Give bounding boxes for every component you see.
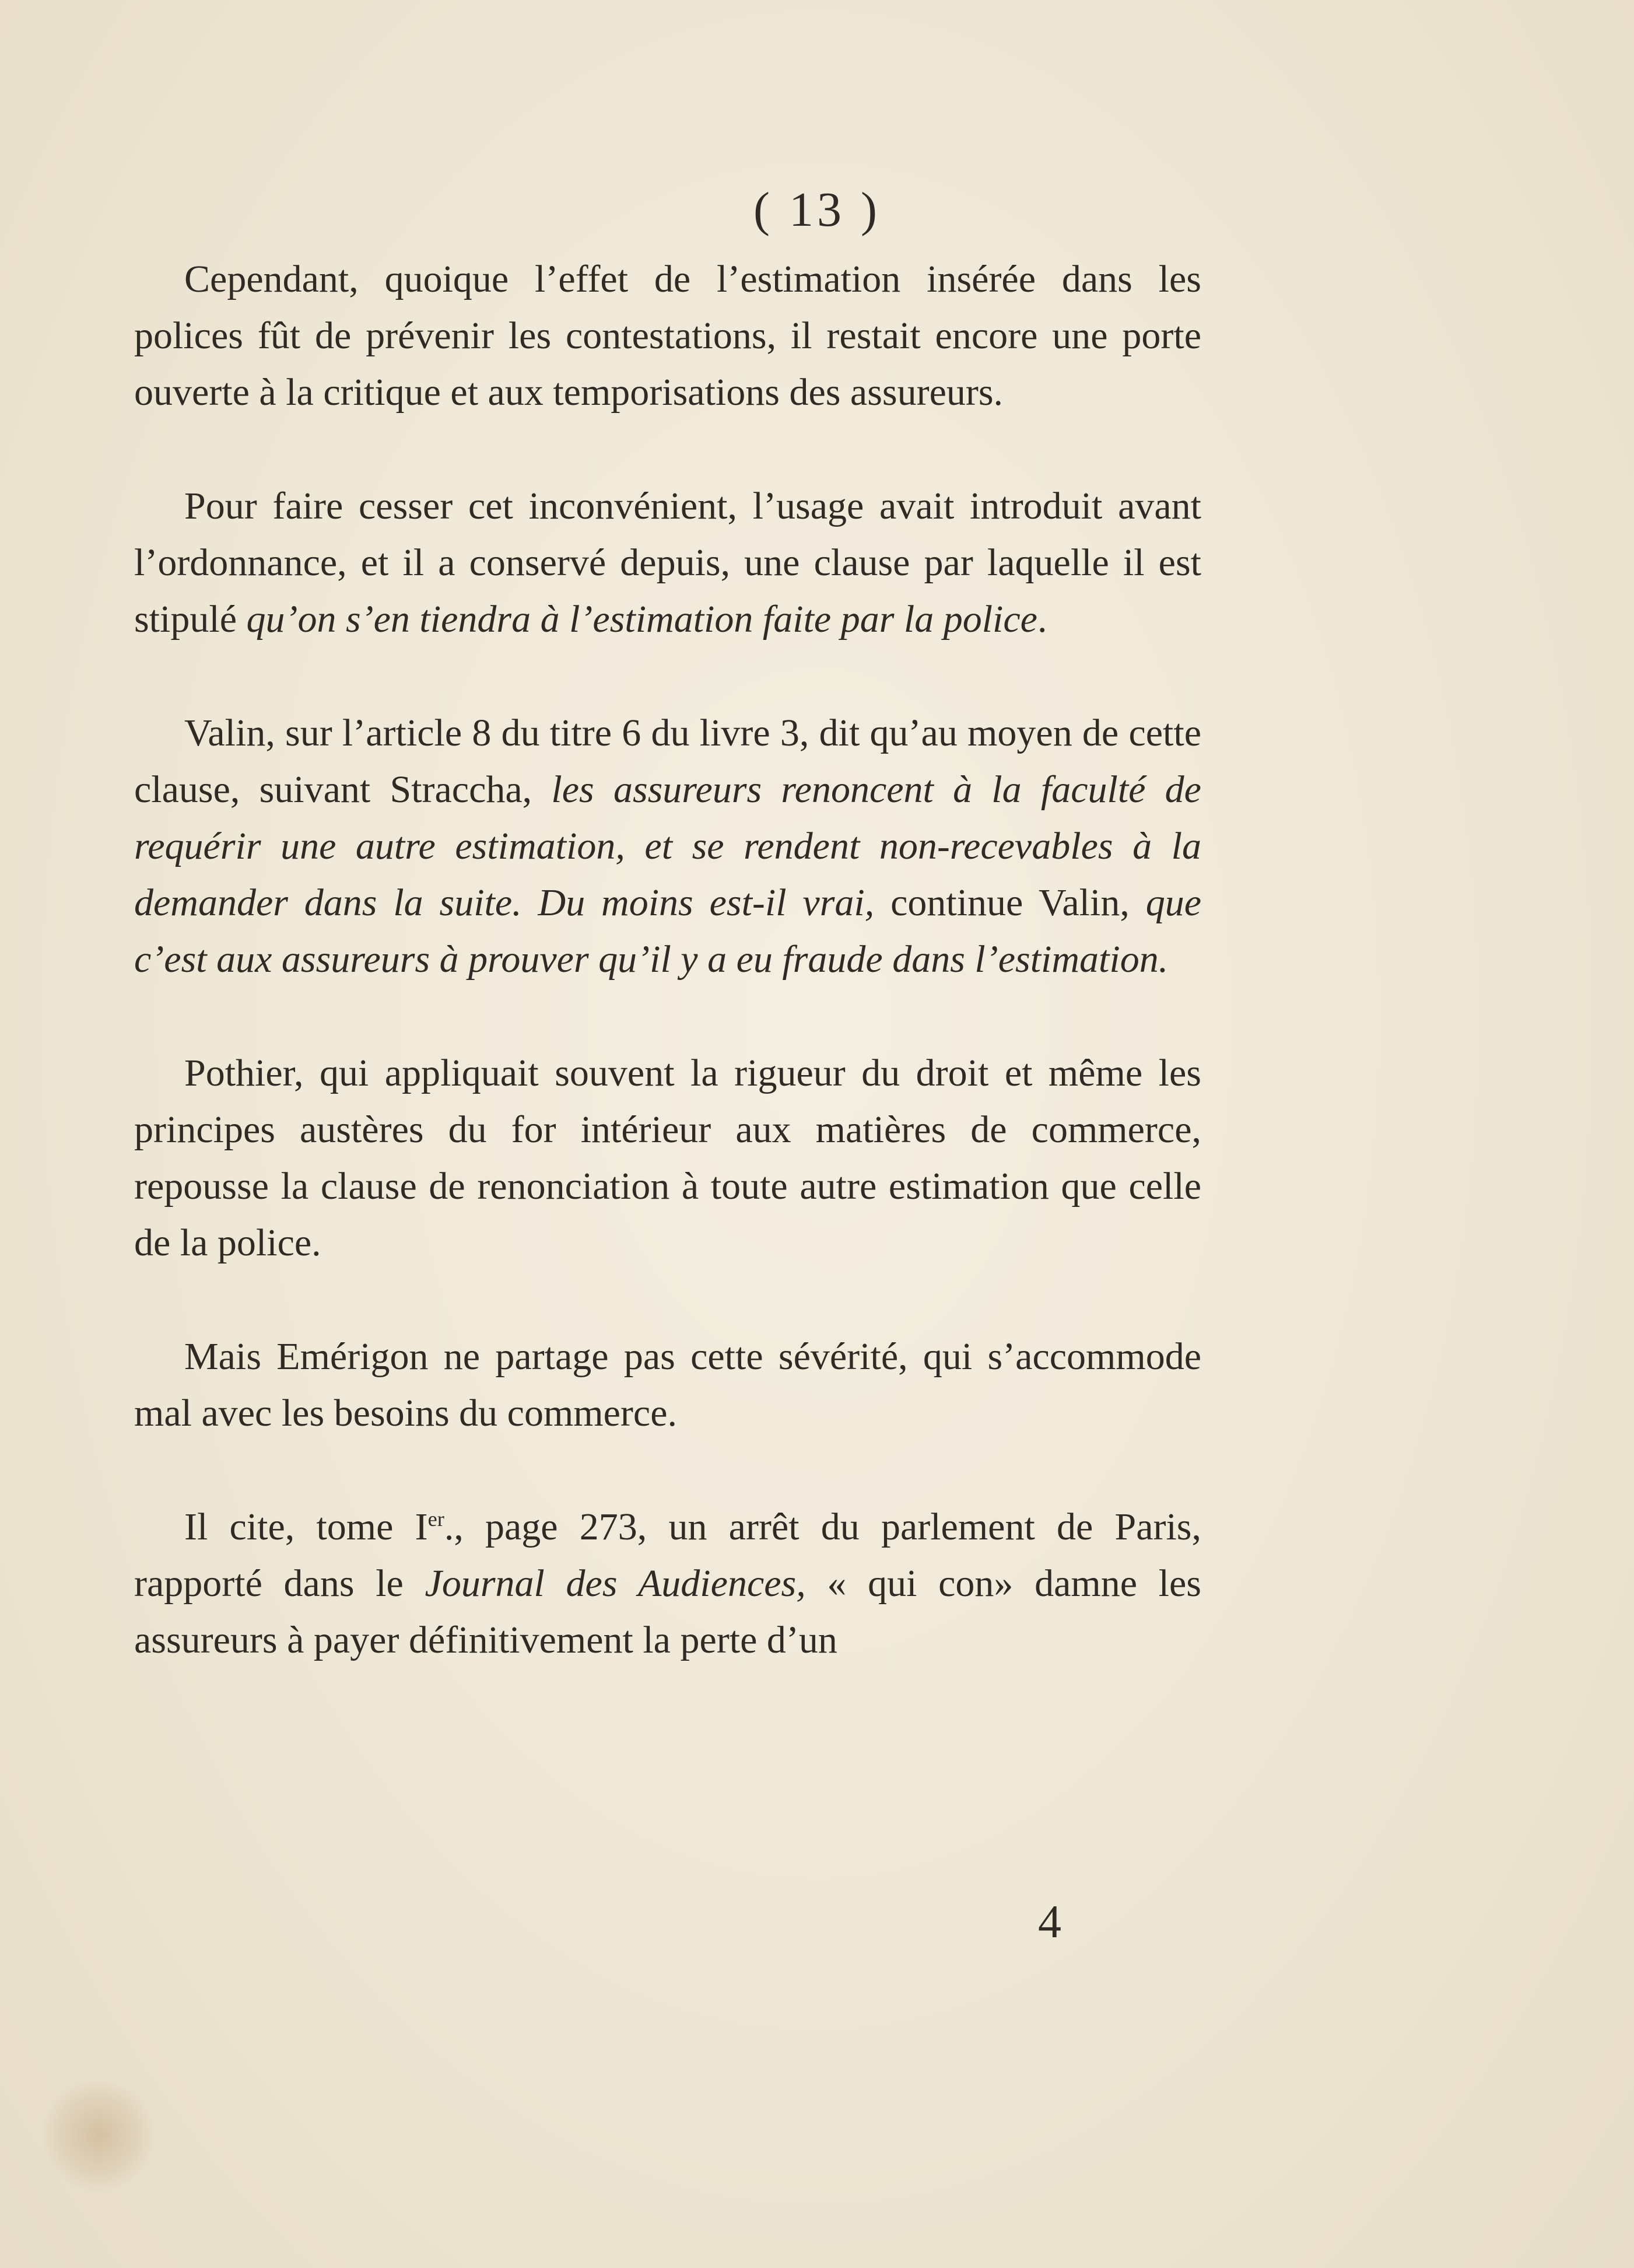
- page-number: ( 13 ): [753, 183, 881, 237]
- paragraph-6-superscript: er: [427, 1507, 444, 1531]
- paragraph-6-text: Il cite, tome I: [184, 1506, 428, 1548]
- paragraph-2-italic: qu’on s’en tiendra à l’estimation faite par la police: [246, 598, 1037, 640]
- paragraph-6-middle: ., page 273, un arrêt du parlement de Paris, rapporté dans le: [134, 1506, 1201, 1605]
- paragraph-2-text: Pour faire cesser cet inconvénient, l’usage avait introduit avant l’ordonnance, et il a conservé depuis, une clause par laquelle il est stipulé: [134, 485, 1201, 640]
- paragraph-2: [134, 478, 1201, 648]
- paragraph-1: [134, 251, 1201, 421]
- paragraph-1-text: Cependant, quoique l’effet de l’estimation insérée dans les polices fût de prévenir les contestations, il restait encore une porte ouverte à la critique et aux temporisations des assureurs.: [134, 258, 1201, 414]
- paragraph-3-text: Valin, sur l’article 8 du titre 6 du livre 3, dit qu’au moyen de cette clause, suivant Straccha,: [134, 712, 1201, 811]
- paragraph-5: [134, 1328, 1201, 1441]
- paragraph-6: [134, 1499, 1201, 1668]
- paragraph-5-text: Mais Emérigon ne partage pas cette sévérité, qui s’accommode mal avec les besoins du commerce.: [134, 1335, 1201, 1434]
- paragraph-6-italic: Journal des Audiences,: [425, 1562, 806, 1605]
- paragraph-3: [134, 705, 1201, 988]
- paragraph-6-end: « qui con» damne les assureurs à payer définitivement la perte d’un: [134, 1562, 1201, 1661]
- paper-stain: [41, 2077, 157, 2193]
- paragraph-3-middle: continue Valin,: [874, 881, 1146, 924]
- body-text: [134, 251, 1201, 1668]
- paragraph-4: [134, 1045, 1201, 1271]
- paragraph-3-italic-end: que c’est aux assureurs à prouver qu’il y a eu fraude dans l’estimation.: [134, 881, 1201, 981]
- paragraph-3-italic-quote: les assureurs renoncent à la faculté de requérir une autre estimation, et se rendent non-recevables à la demander dans la suite. Du moins est-il vrai,: [134, 768, 1201, 924]
- signature-mark: 4: [1038, 1896, 1061, 1948]
- paragraph-4-text: Pothier, qui appliquait souvent la rigueur du droit et même les principes austères du for intérieur aux matières de commerce, repousse la clause de renonciation à toute autre estimation que celle de la police.: [134, 1052, 1201, 1264]
- paragraph-2-end: .: [1037, 598, 1047, 640]
